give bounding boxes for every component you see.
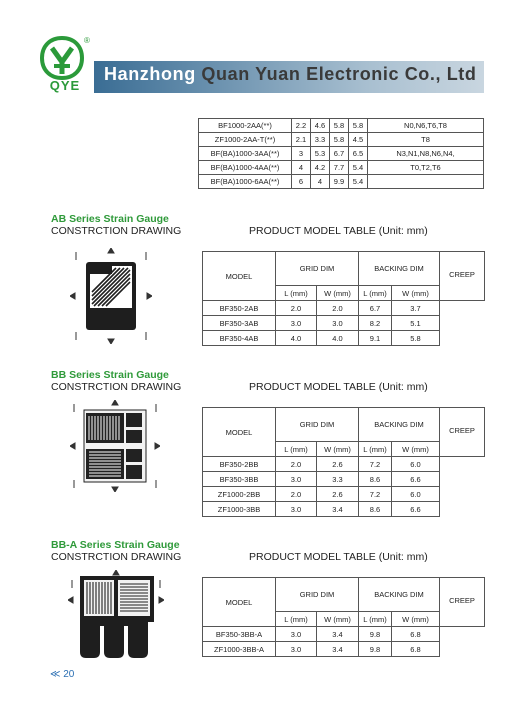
table-row	[203, 502, 485, 517]
table-cell: 6	[292, 175, 311, 189]
table-cell: 6.6	[392, 472, 440, 487]
backing-w-header: W (mm)	[392, 286, 440, 301]
table-cell: 4.0	[276, 331, 317, 346]
table-cell: 3.0	[276, 316, 317, 331]
bba-drawing-label: CONSTRCTION DRAWING	[51, 551, 182, 563]
grid-w-header: W (mm)	[317, 612, 359, 627]
table-cell: N3,N1,N8,N6,N4,	[368, 147, 484, 161]
grid-w-header: W (mm)	[317, 442, 359, 457]
table-row	[203, 457, 485, 472]
table-cell: 8.6	[359, 472, 392, 487]
table-cell: BF350-2BB	[203, 457, 276, 472]
table-cell: ZF1000-2AA-T(**)	[199, 133, 292, 147]
table-cell: 8.6	[359, 502, 392, 517]
table-cell: 9.8	[359, 627, 392, 642]
table-cell: 3.3	[317, 472, 359, 487]
table-cell: 6.0	[392, 457, 440, 472]
company-title-part1: Hanzhong	[104, 64, 202, 84]
table-cell: BF1000-2AA(**)	[199, 119, 292, 133]
table-cell: 3.0	[276, 502, 317, 517]
table-cell: 6.8	[392, 627, 440, 642]
table-cell: BF350-4AB	[203, 331, 276, 346]
ab-series-title: AB Series Strain Gauge	[51, 213, 169, 225]
table-cell: ZF1000-3BB	[203, 502, 276, 517]
ab-construction-drawing	[70, 248, 152, 344]
backing-l-header: L (mm)	[359, 286, 392, 301]
table-row	[199, 119, 484, 133]
bba-table-title: PRODUCT MODEL TABLE (Unit: mm)	[249, 551, 428, 563]
table-cell: 8.2	[359, 316, 392, 331]
table-cell: 6.6	[392, 502, 440, 517]
table-cell: 2.0	[317, 301, 359, 316]
table-cell: 6.8	[392, 642, 440, 657]
table-cell: T0,T2,T6	[368, 161, 484, 175]
backing-l-header: L (mm)	[359, 442, 392, 457]
bba-series-title: BB-A Series Strain Gauge	[51, 539, 180, 551]
backing-dim-header: BACKING DIM	[359, 252, 440, 286]
table-cell: 4.5	[349, 133, 368, 147]
table-cell: BF350-3AB	[203, 316, 276, 331]
table-cell: 4.6	[311, 119, 330, 133]
company-title	[104, 64, 477, 85]
logo-text: QYE	[49, 78, 81, 93]
table-cell: 3.4	[317, 502, 359, 517]
table-cell: BF(BA)1000-4AA(**)	[199, 161, 292, 175]
bb-model-table	[202, 407, 485, 517]
table-cell: 5.4	[349, 161, 368, 175]
table-row	[199, 161, 484, 175]
bb-table-title: PRODUCT MODEL TABLE (Unit: mm)	[249, 381, 428, 393]
backing-l-header: L (mm)	[359, 612, 392, 627]
table-cell: BF(BA)1000-3AA(**)	[199, 147, 292, 161]
table-cell: BF(BA)1000-6AA(**)	[199, 175, 292, 189]
table-cell: ZF1000-3BB-A	[203, 642, 276, 657]
table-cell: 9.9	[330, 175, 349, 189]
bba-construction-drawing	[68, 570, 164, 662]
table-cell: 4	[311, 175, 330, 189]
table-cell: 5.1	[392, 316, 440, 331]
table-cell: 3.0	[276, 627, 317, 642]
registered-mark: ®	[84, 36, 90, 45]
ab-table-title: PRODUCT MODEL TABLE (Unit: mm)	[249, 225, 428, 237]
table-row	[199, 175, 484, 189]
table-cell: 9.8	[359, 642, 392, 657]
company-title-part2: Quan Yuan Electronic Co., Ltd	[201, 64, 477, 84]
grid-l-header: L (mm)	[276, 612, 317, 627]
table-cell: 7.7	[330, 161, 349, 175]
table-cell: 2.6	[317, 487, 359, 502]
table-cell: 7.2	[359, 487, 392, 502]
table-cell: 5.8	[392, 331, 440, 346]
continuation-table	[198, 118, 484, 189]
table-cell: 5.4	[349, 175, 368, 189]
table-cell: 2.2	[292, 119, 311, 133]
grid-dim-header: GRID DIM	[276, 408, 359, 442]
grid-dim-header: GRID DIM	[276, 252, 359, 286]
bb-series-title: BB Series Strain Gauge	[51, 369, 169, 381]
table-cell: 2.0	[276, 301, 317, 316]
table-cell: ZF1000-2BB	[203, 487, 276, 502]
table-cell: 9.1	[359, 331, 392, 346]
table-row	[203, 316, 485, 331]
table-cell: 7.2	[359, 457, 392, 472]
model-header: MODEL	[203, 252, 276, 301]
table-row	[199, 133, 484, 147]
table-cell: 5.3	[311, 147, 330, 161]
ab-drawing-label: CONSTRCTION DRAWING	[51, 225, 182, 237]
ab-model-table	[202, 251, 485, 346]
grid-l-header: L (mm)	[276, 442, 317, 457]
table-cell: 5.8	[349, 119, 368, 133]
table-row	[203, 642, 485, 657]
company-logo-icon	[40, 36, 84, 80]
table-cell: 6.5	[349, 147, 368, 161]
backing-w-header: W (mm)	[392, 442, 440, 457]
table-cell: T8	[368, 133, 484, 147]
table-cell: 3.3	[311, 133, 330, 147]
table-cell: BF350-3BB	[203, 472, 276, 487]
table-cell: 2.6	[317, 457, 359, 472]
page-marker-icon: ≪	[50, 669, 61, 680]
table-row	[203, 331, 485, 346]
table-cell: 6.7	[330, 147, 349, 161]
table-cell: 3.7	[392, 301, 440, 316]
model-header: MODEL	[203, 578, 276, 627]
table-row	[203, 487, 485, 502]
table-cell: BF350-2AB	[203, 301, 276, 316]
grid-l-header: L (mm)	[276, 286, 317, 301]
grid-w-header: W (mm)	[317, 286, 359, 301]
table-cell: 6.0	[392, 487, 440, 502]
backing-w-header: W (mm)	[392, 612, 440, 627]
table-cell: 4	[292, 161, 311, 175]
table-row	[199, 147, 484, 161]
table-cell: 3.0	[276, 642, 317, 657]
grid-dim-header: GRID DIM	[276, 578, 359, 612]
table-row	[203, 472, 485, 487]
table-cell: 3	[292, 147, 311, 161]
table-cell: N0,N6,T6,T8	[368, 119, 484, 133]
table-cell: 4.0	[317, 331, 359, 346]
table-cell: 3.4	[317, 627, 359, 642]
table-cell: 2.0	[276, 457, 317, 472]
table-cell: 4.2	[311, 161, 330, 175]
backing-dim-header: BACKING DIM	[359, 408, 440, 442]
bb-construction-drawing	[70, 400, 160, 492]
bba-model-table	[202, 577, 485, 657]
table-cell: 3.0	[317, 316, 359, 331]
table-cell: 2.0	[276, 487, 317, 502]
table-cell: 6.7	[359, 301, 392, 316]
creep-header: CREEP	[440, 578, 485, 627]
table-cell: 5.8	[330, 119, 349, 133]
table-row	[203, 301, 485, 316]
backing-dim-header: BACKING DIM	[359, 578, 440, 612]
table-row	[203, 627, 485, 642]
model-header: MODEL	[203, 408, 276, 457]
creep-header: CREEP	[440, 252, 485, 301]
table-cell: 3.0	[276, 472, 317, 487]
table-cell	[368, 175, 484, 189]
table-cell: 3.4	[317, 642, 359, 657]
table-cell: 5.8	[330, 133, 349, 147]
bb-drawing-label: CONSTRCTION DRAWING	[51, 381, 182, 393]
page-footer	[50, 669, 74, 680]
page-number: 20	[63, 669, 75, 680]
table-cell: BF350-3BB-A	[203, 627, 276, 642]
creep-header: CREEP	[440, 408, 485, 457]
table-cell: 2.1	[292, 133, 311, 147]
